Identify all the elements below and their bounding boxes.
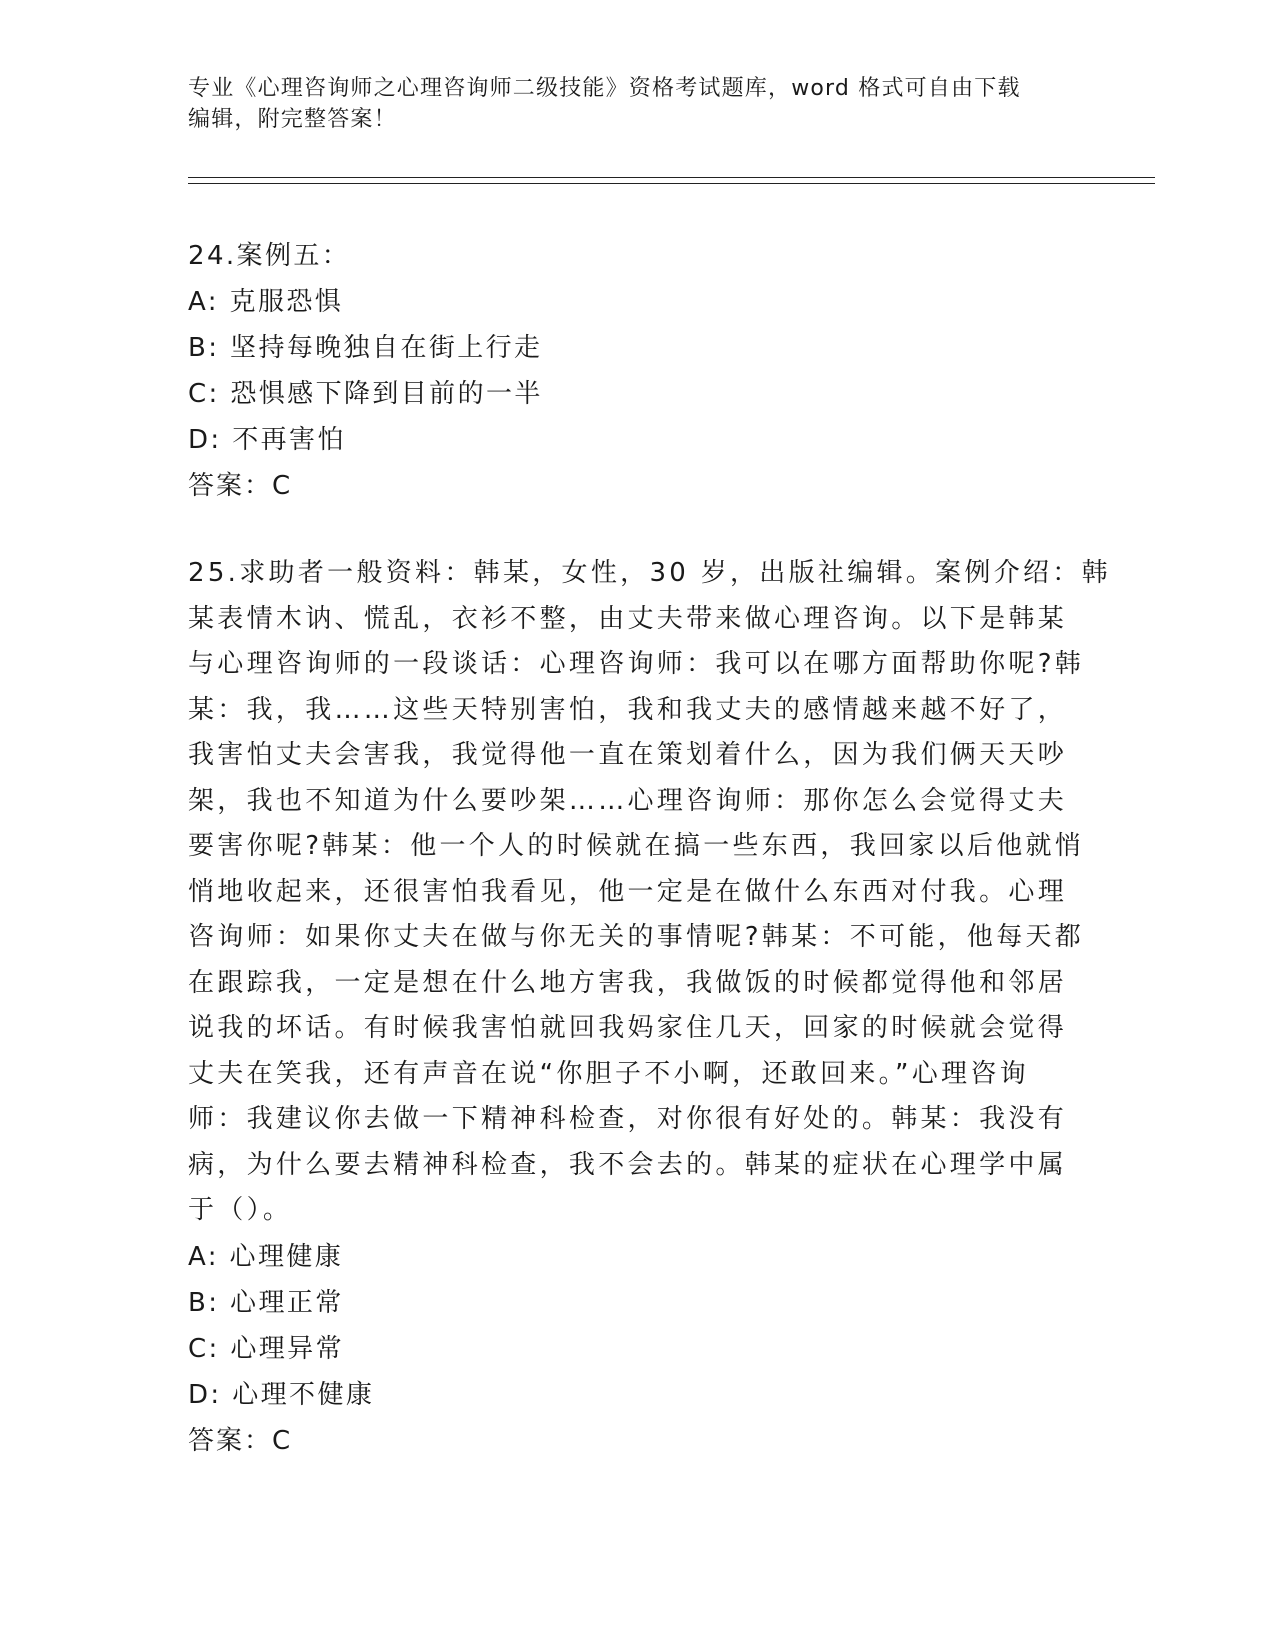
question-stem-line: 某表情木讷、慌乱，衣衫不整，由丈夫带来做心理咨询。以下是韩某: [188, 603, 1068, 634]
header-line: 编辑，附完整答案！: [188, 107, 397, 132]
option-c: C: 恐惧感下降到目前的一半: [188, 379, 543, 409]
option-a: A: 克服恐惧: [188, 287, 344, 317]
question-stem-line: 于（）。: [188, 1195, 293, 1225]
question-stem-line: 悄地收起来，还很害怕我看见，他一定是在做什么东西对付我。心理: [188, 876, 1068, 907]
question-stem-line: 与心理咨询师的一段谈话：心理咨询师：我可以在哪方面帮助你呢?韩: [188, 649, 1085, 679]
question-stem-line: 要害你呢?韩某：他一个人的时候就在搞一些东西，我回家以后他就悄: [188, 831, 1085, 861]
answer: 答案：C: [188, 1425, 293, 1456]
question-stem-line: 架，我也不知道为什么要吵架……心理咨询师：那你怎么会觉得丈夫: [188, 785, 1068, 816]
question-25: [188, 551, 1111, 1464]
question-stem-line: 丈夫在笑我，还有声音在说“你胆子不小啊，还敢回来。”心理咨询: [188, 1058, 1029, 1089]
option-d: D: 心理不健康: [188, 1379, 375, 1410]
question-stem: 24.案例五：: [188, 241, 351, 271]
header-divider: [188, 177, 1155, 178]
question-24: [188, 233, 1088, 509]
question-stem-line: 咨询师：如果你丈夫在做与你无关的事情呢?韩某：不可能，他每天都: [188, 922, 1085, 952]
question-stem-line: 师：我建议你去做一下精神科检查，对你很有好处的。韩某：我没有: [188, 1104, 1068, 1134]
question-stem-line: 在跟踪我，一定是想在什么地方害我，我做饭的时候都觉得他和邻居: [188, 967, 1068, 998]
option-b: B: 坚持每晚独自在街上行走: [188, 333, 543, 363]
question-stem-line: 病，为什么要去精神科检查，我不会去的。韩某的症状在心理学中属: [188, 1149, 1068, 1180]
option-c: C: 心理异常: [188, 1333, 344, 1364]
header-line: 专业《心理咨询师之心理咨询师二级技能》资格考试题库，word 格式可自由下载: [188, 76, 1021, 101]
question-stem-line: 我害怕丈夫会害我，我觉得他一直在策划着什么，因为我们俩天天吵: [188, 740, 1068, 770]
document-header: [188, 73, 1088, 135]
question-stem-line: 说我的坏话。有时候我害怕就回我妈家住几天，回家的时候就会觉得: [188, 1013, 1068, 1043]
option-d: D: 不再害怕: [188, 425, 346, 455]
question-stem-line: 25.求助者一般资料：韩某，女性，30 岁，出版社编辑。案例介绍：韩: [188, 558, 1111, 588]
option-b: B: 心理正常: [188, 1287, 344, 1318]
answer: 答案：C: [188, 471, 293, 501]
question-stem-line: 某：我，我……这些天特别害怕，我和我丈夫的感情越来越不好了，: [188, 694, 1068, 725]
option-a: A: 心理健康: [188, 1241, 344, 1272]
header-divider: [188, 183, 1155, 184]
